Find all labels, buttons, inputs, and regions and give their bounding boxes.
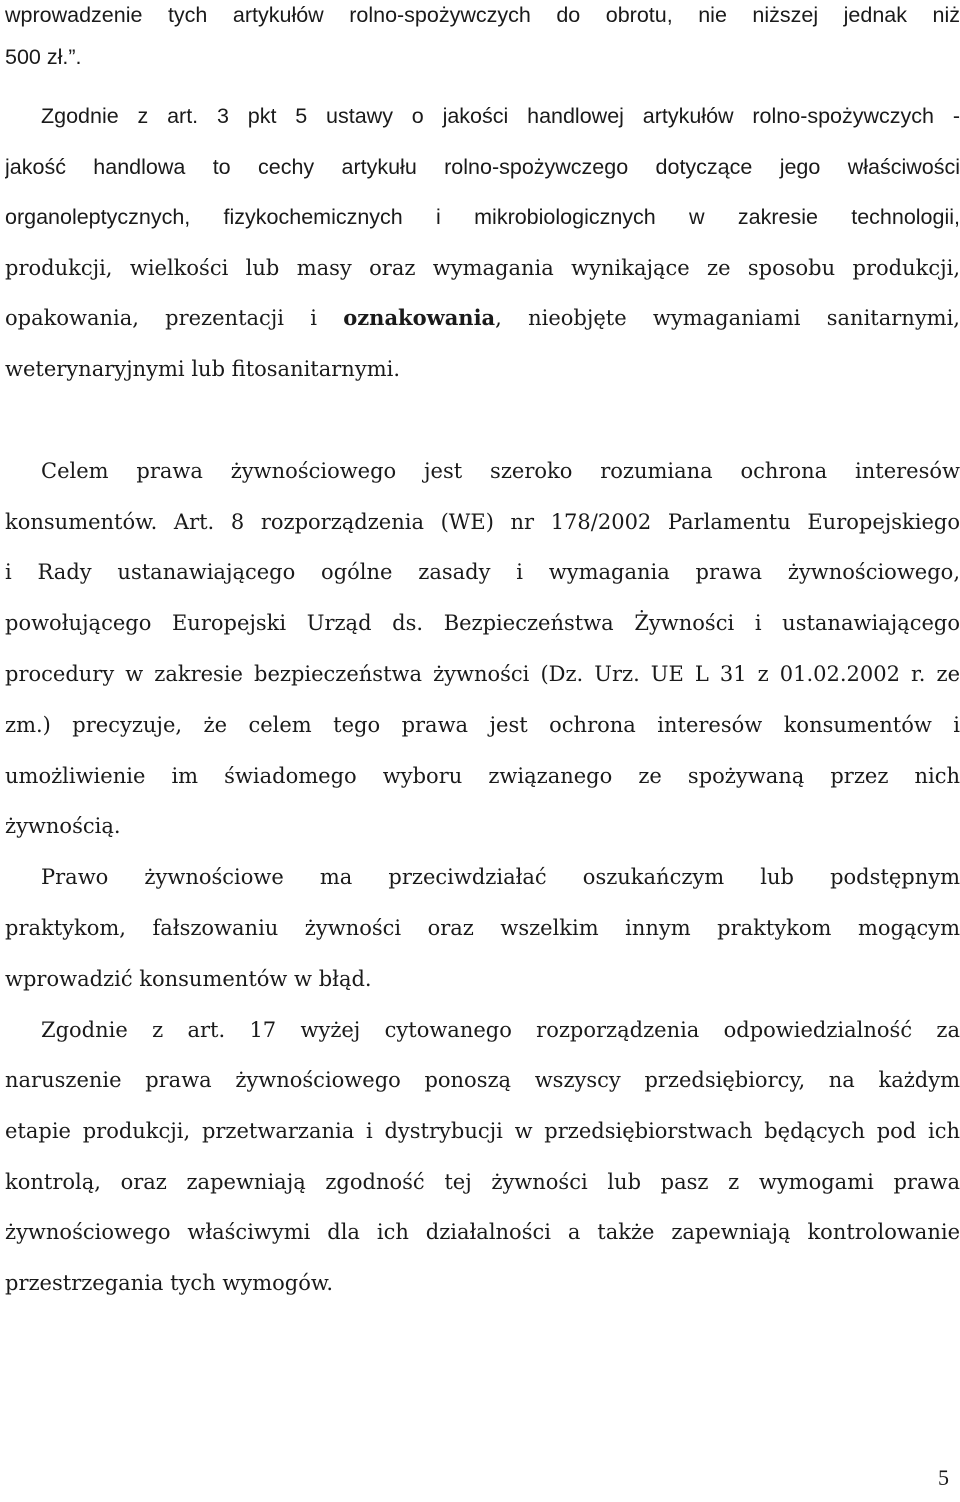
text-line: weterynaryjnymi lub fitosanitarnymi. (5, 357, 401, 381)
text-line: Zgodnie z art. 3 pkt 5 ustawy o jakości handlowej artykułów rolno-spożywczych - (41, 104, 960, 128)
text-line-with-bold (5, 303, 960, 333)
text-line: zm.) precyzuje, że celem tego prawa jest ochrona interesów konsumentów i (5, 713, 960, 737)
text-line: i Rady ustanawiającego ogólne zasady i wymagania prawa żywnościowego, (5, 560, 960, 584)
text-segment: , nieobjęte wymaganiami sanitarnymi, (495, 306, 960, 330)
text-line: żywnościowego właściwymi dla ich działalności a także zapewniają kontrolowanie (5, 1220, 960, 1244)
text-segment: opakowania, prezentacji i (5, 306, 317, 330)
text-line: produkcji, wielkości lub masy oraz wymagania wynikające ze sposobu produkcji, (5, 256, 960, 280)
text-line: Zgodnie z art. 17 wyżej cytowanego rozporządzenia odpowiedzialność za (41, 1018, 960, 1042)
text-line: procedury w zakresie bezpieczeństwa żywności (Dz. Urz. UE L 31 z 01.02.2002 r. ze (5, 662, 960, 686)
text-line: 500 zł.”. (5, 45, 82, 69)
text-line: wprowadzenie tych artykułów rolno-spożywczych do obrotu, nie niższej jednak niż (5, 3, 960, 27)
text-line: jakość handlowa to cechy artykułu rolno-spożywczego dotyczące jego właściwości (5, 155, 960, 179)
bold-term: oznakowania (343, 305, 496, 330)
text-line: Celem prawa żywnościowego jest szeroko rozumiana ochrona interesów (41, 459, 960, 483)
text-line: konsumentów. Art. 8 rozporządzenia (WE) nr 178/2002 Parlamentu Europejskiego (5, 510, 960, 534)
text-line: praktykom, fałszowaniu żywności oraz wszelkim innym praktykom mogącym (5, 916, 960, 940)
text-line: kontrolą, oraz zapewniają zgodność tej żywności lub pasz z wymogami prawa (5, 1170, 960, 1194)
text-line: wprowadzić konsumentów w błąd. (5, 967, 372, 991)
text-line: żywnością. (5, 814, 121, 838)
text-line: umożliwienie im świadomego wyboru związanego ze spożywaną przez nich (5, 764, 960, 788)
text-line: organoleptycznych, fizykochemicznych i mikrobiologicznych w zakresie technologii, (5, 205, 960, 229)
text-line: przestrzegania tych wymogów. (5, 1271, 334, 1295)
page-number: 5 (938, 1465, 949, 1490)
text-line: etapie produkcji, przetwarzania i dystrybucji w przedsiębiorstwach będących pod ich (5, 1119, 960, 1143)
text-line: naruszenie prawa żywnościowego ponoszą wszyscy przedsiębiorcy, na każdym (5, 1068, 960, 1092)
text-line: powołującego Europejski Urząd ds. Bezpieczeństwa Żywności i ustanawiającego (5, 611, 960, 635)
text-line: Prawo żywnościowe ma przeciwdziałać oszukańczym lub podstępnym (41, 865, 960, 889)
